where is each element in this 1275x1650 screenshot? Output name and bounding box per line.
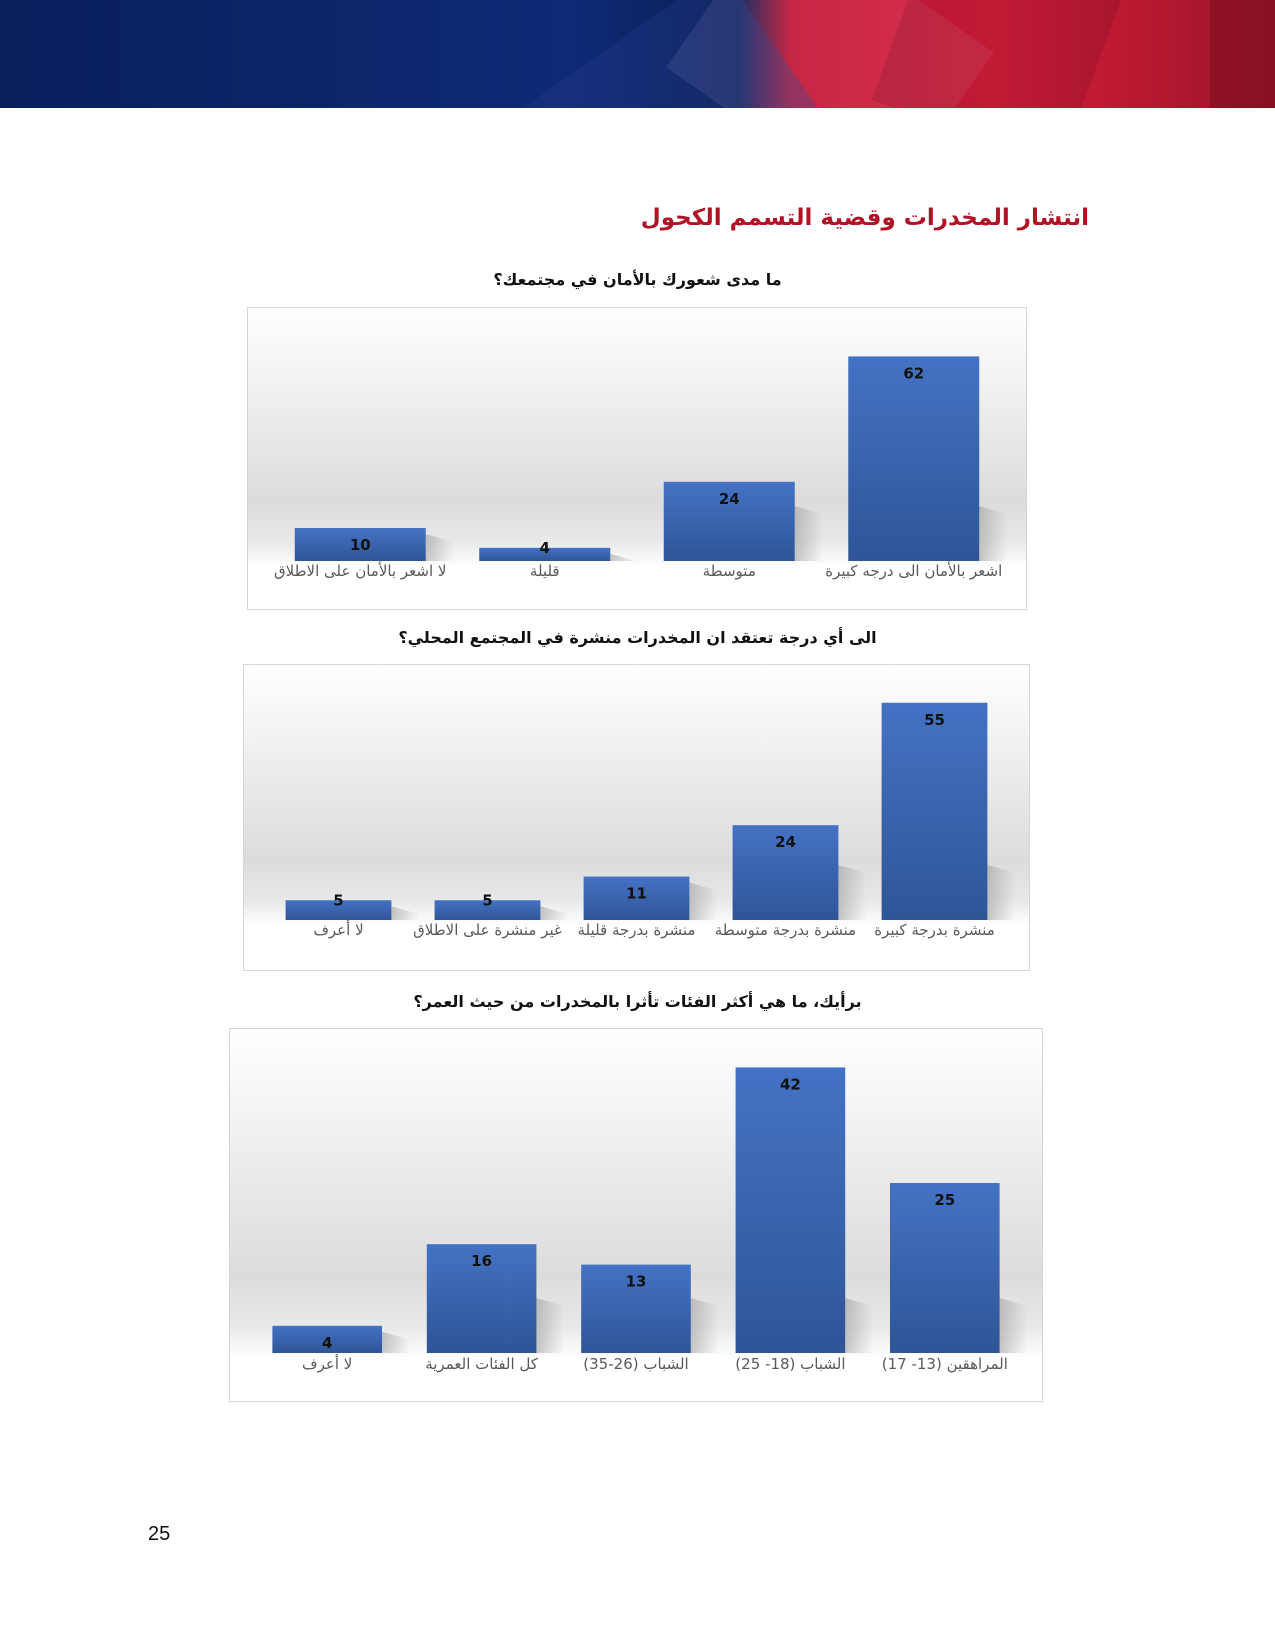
category-label: منشرة بدرجة كبيرة [874, 921, 995, 939]
chart-1 [247, 307, 1027, 610]
bar [736, 1067, 846, 1353]
category-label: لا أعرف [313, 921, 364, 939]
bar-shadow [1000, 1298, 1028, 1353]
data-label: 13 [625, 1272, 647, 1291]
data-label: 5 [482, 891, 493, 910]
bar-shadow [838, 865, 866, 920]
header-banner [0, 0, 1275, 108]
bar-shadow [987, 865, 1015, 920]
bar [848, 356, 979, 561]
category-label: قليلة [529, 562, 560, 580]
data-label: 62 [903, 364, 925, 383]
chart-svg [244, 665, 1029, 970]
category-label: منشرة بدرجة متوسطة [714, 921, 857, 939]
category-label: الشباب (18- 25) [735, 1355, 846, 1373]
category-label: كل الفئات العمرية [425, 1355, 538, 1373]
data-label: 10 [349, 536, 371, 554]
bar-shadow [691, 1298, 719, 1353]
chart-1-title: ما مدى شعورك بالأمان في مجتمعك؟ [493, 270, 782, 289]
data-label: 5 [333, 891, 344, 910]
data-label: 24 [718, 489, 740, 508]
bar-shadow [536, 1298, 564, 1353]
category-label: منشرة بدرجة قليلة [577, 921, 696, 939]
data-label: 42 [779, 1075, 801, 1094]
category-label: الشباب (26-35) [583, 1355, 689, 1373]
data-label: 4 [539, 538, 550, 557]
data-label: 24 [775, 833, 796, 852]
chart-3 [229, 1028, 1043, 1402]
page-number: 25 [148, 1523, 171, 1545]
bar [882, 703, 988, 920]
chart-svg [248, 308, 1026, 609]
category-label: اشعر بالأمان الى درجه كبيرة [825, 562, 1003, 580]
section-title: انتشار المخدرات وقضية التسمم الكحول [640, 205, 1089, 231]
data-label: 4 [321, 1333, 333, 1352]
data-label: 16 [471, 1252, 493, 1271]
data-label: 11 [626, 884, 647, 903]
chart-3-title: برأيك، ما هي أكثر الفئات تأثرا بالمخدرات من حيث العمر؟ [413, 992, 862, 1011]
chart-svg [230, 1029, 1042, 1401]
category-label: غير منشرة على الاطلاق [413, 921, 562, 939]
data-label: 25 [934, 1191, 956, 1209]
chart-2-title: الى أي درجة تعتقد ان المخدرات منشرة في المجتمع المحلي؟ [398, 628, 877, 647]
category-label: لا اشعر بالأمان على الاطلاق [274, 562, 447, 580]
bar-shadow [845, 1298, 873, 1353]
category-label: متوسطة [702, 562, 756, 580]
bar-shadow [795, 506, 823, 561]
category-label: المراهقين (13- 17) [881, 1355, 1008, 1373]
chart-2 [243, 664, 1030, 971]
category-label: لا أعرف [302, 1355, 353, 1373]
bar-shadow [979, 506, 1007, 561]
data-label: 55 [924, 710, 945, 729]
